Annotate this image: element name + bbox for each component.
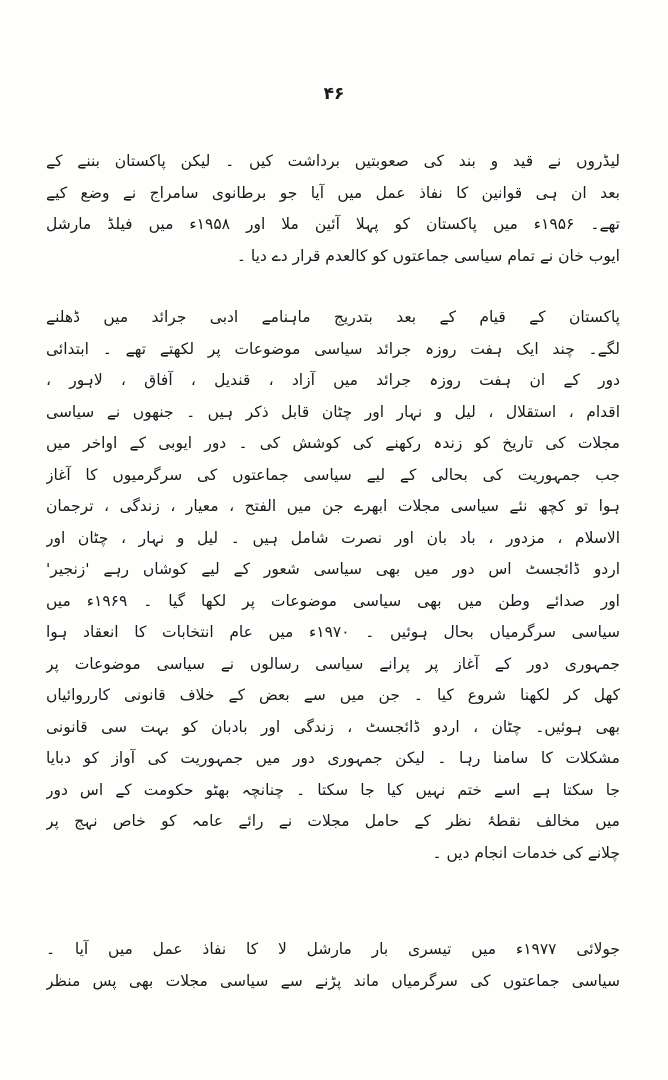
text-line: مشکلات کا سامنا رہا ۔ لیکن جمہوری دور میں جمہوریت کی آواز کو دبایا — [46, 749, 620, 767]
text-line: اردو ڈائجسٹ اس دور میں بھی سیاسی شعور کے لیے کوشاں رہے 'زنجیر' — [46, 560, 620, 578]
text-line: چلانے کی خدمات انجام دیں ۔ — [432, 843, 620, 862]
text-line: الاسلام ، مزدور ، باد بان اور نصرت شامل ہیں ۔ لیل و نہار ، چٹان اور — [46, 528, 620, 547]
text-line: کھل کر لکھنا شروع کیا ۔ جن میں سے بعض کے خلاف قانونی کارروائیاں — [46, 686, 620, 704]
paragraph-1 — [46, 146, 620, 272]
text-line: جولائی ۱۹۷۷ء میں تیسری بار مارشل لا کا نفاذ عمل میں آیا ۔ — [46, 940, 620, 958]
text-line: سیاسی جماعتوں کی سرگرمیاں ماند پڑنے سے سیاسی مجلات بھی پس منظر — [46, 971, 620, 990]
text-line: بھی ہوئیں۔ چٹان ، اردو ڈائجسٹ ، زندگی اور بادبان کو بہت سی قانونی — [46, 717, 620, 736]
text-line: پاکستان کے قیام کے بعد بتدریج ماہنامے ادبی جرائد میں ڈھلنے — [46, 308, 620, 326]
text-line: ہوا تو کچھ نئے سیاسی مجلات ابھرے جن میں الفتح ، معیار ، زندگی ، ترجمان — [46, 497, 620, 515]
text-line: جب جمہوریت کی بحالی کے لیے سیاسی جماعتوں کی سرگرمیوں کا آغاز — [46, 465, 620, 484]
text-line: لگے۔ چند ایک ہفت روزہ جرائد سیاسی موضوعات پر لکھتے تھے ۔ ابتدائی — [46, 339, 620, 358]
text-line: لیڈروں نے قید و بند کی صعوبتیں برداشت کیں ۔ لیکن پاکستان بننے کے — [46, 152, 620, 170]
paragraph-3 — [46, 934, 620, 997]
text-line: سیاسی سرگرمیاں بحال ہوئیں ۔ ۱۹۷۰ء میں عام انتخابات کا انعقاد ہوا — [46, 623, 620, 641]
text-line: مجلات کی تاریخ کو زندہ رکھنے کی کوشش کی ۔ دور ایوبی کے اواخر میں — [46, 434, 620, 452]
text-line: اور صدائے وطن میں بھی سیاسی موضوعات پر لکھا گیا ۔ ۱۹۶۹ء میں — [46, 591, 620, 610]
text-line: جمہوری دور کے آغاز پر پرانے سیاسی رسالوں نے سیاسی موضوعات پر — [46, 654, 620, 673]
text-line: ایوب خان نے تمام سیاسی جماعتوں کو کالعدم قرار دے دیا ۔ — [236, 246, 620, 265]
text-line: میں مخالف نقطۂ نظر کے حامل مجلات نے رائے عامہ کو خاص نہج پر — [46, 812, 620, 830]
text-line: بعد ان ہی قوانین کا نفاذ عمل میں آیا جو برطانوی سامراج نے وضع کیے — [46, 183, 620, 202]
text-line: تھے۔ ۱۹۵۶ء میں پاکستان کو پہلا آئین ملا اور ۱۹۵۸ء میں فیلڈ مارشل — [46, 215, 620, 233]
paragraph-2 — [46, 302, 620, 869]
text-line: اقدام ، استقلال ، لیل و نہار اور چٹان قابل ذکر ہیں ۔ جنھوں نے سیاسی — [46, 402, 620, 421]
page-number: ۴۶ — [323, 84, 345, 104]
text-line: دور کے ان ہفت روزہ جرائد میں آزاد ، قندیل ، آفاق ، لاہور ، — [46, 371, 620, 389]
text-line: جا سکتا ہے اسے ختم نہیں کیا جا سکتا ۔ چنانچہ بھٹو حکومت کے اس دور — [46, 780, 620, 799]
